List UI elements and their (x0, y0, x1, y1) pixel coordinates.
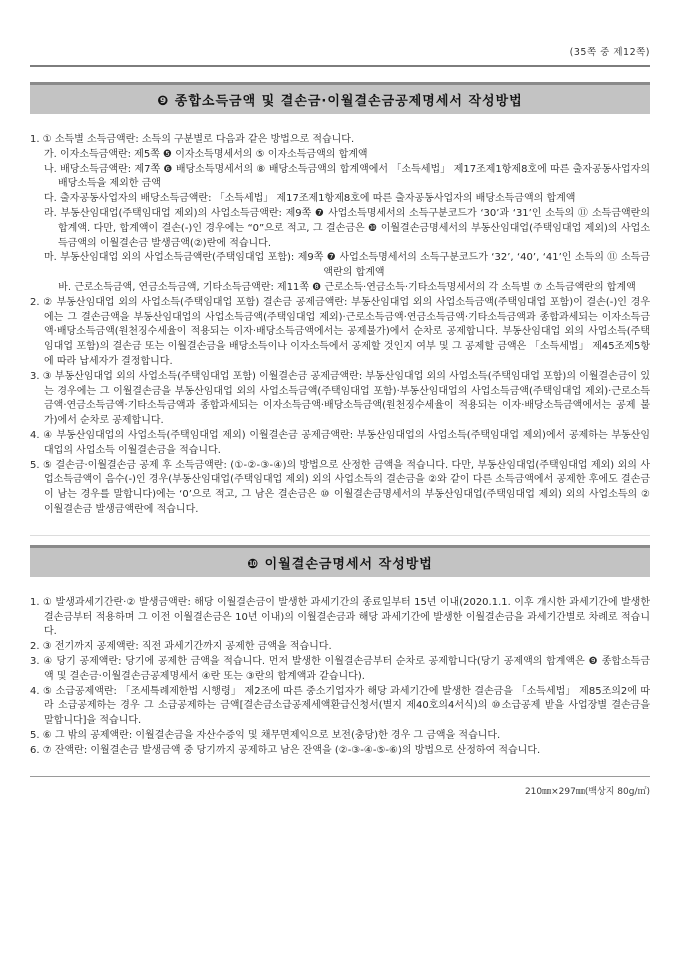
s1-item1-sub-na: 나. 배당소득금액란: 제7쪽 ❻ 배당소득명세서의 ⑧ 배당소득금액의 합계액에서 「소득세법」 제17조제1항제8호에 따른 출자공동사업자의 배당소득을 제외한 금액 (44, 163, 650, 190)
s1-item1-sub-da: 다. 출자공동사업자의 배당소득금액란: 「소득세법」 제17조제1항제8호에 따른 출자공동사업자의 배당소득금액의 합계액 (44, 193, 576, 205)
paper-spec: 210㎜×297㎜(백상지 80g/㎡) (524, 787, 650, 798)
top-divider (30, 65, 650, 67)
s1-item1-sub-ma: 마. 부동산임대업 외의 사업소득금액란(주택임대업 포함): 제9쪽 ❼ 사업소득명세서의 소득구분코드가 ‘32’, ‘40’, ‘41’인 소득의 ⑪ 소득금액란의 합계액 (44, 252, 650, 279)
section1-body (30, 133, 650, 518)
s1-item2: 2. ② 부동산임대업 외의 사업소득(주택임대업 포함) 결손금 공제금액란: 부동산임대업 외의 사업소득금액(주택임대업 포함)이 결손(-)인 경우에는 그 결손금액을 부동산임대업의 사업소득금액(주택임대업 제외)·근로소득금액·연금소득금액·기타소득금액과 종합과세되는 이자소득금액·배당소득금액(원천징수세율이 적용되는 이자·배당소득금액에서는 공제불가)에서 순차로 공제합니다. 부동산임대업 외의 사업소득(주택임대업 포함)의 결손금 또는 이월결손금을 배당소득이나 이자소득에서 공제할 것인지 여부 및 그 공제할 금액은 「소득세법」 제45조제5항에 따라 납세자가 결정합니다. (30, 296, 650, 367)
s1-item1-sub-ba: 바. 근로소득금액, 연금소득금액, 기타소득금액란: 제11쪽 ❽ 근로소득·연금소득·기타소득명세서의 각 소득별 ⑦ 소득금액란의 합계액 (58, 281, 636, 293)
section1-header (30, 82, 650, 114)
section1-title: ❾ 종합소득금액 및 결손금·이월결손금공제명세서 작성방법 (157, 94, 523, 109)
s1-item1-lead: 1. ① 소득별 소득금액란: 소득의 구분별로 다음과 같은 방법으로 적습니다. (30, 134, 355, 145)
s2-item6: 6. ⑦ 잔액란: 이월결손금 발생금액 중 당기까지 공제하고 남은 잔액을 (②-③-④-⑤-⑥)의 방법으로 산정하여 적습니다. (30, 744, 541, 756)
s2-item2: 2. ③ 전기까지 공제액란: 직전 과세기간까지 공제한 금액을 적습니다. (30, 641, 332, 653)
s1-item1-sub-ra: 라. 부동산임대업(주택임대업 제외)의 사업소득금액란: 제9쪽 ❼ 사업소득명세서의 소득구분코드가 ‘30’과 ‘31’인 소득의 ⑪ 소득금액란의 합계액. 다만, 합계액이 결손(-)인 경우에는 “0”으로 적고, 그 결손금은 ❿ 이월결손금명세서의 부동산임대업(주택임대업 제외)의 사업소득금액의 이월결손금 발생금액(②)란에 적습니다. (44, 207, 650, 249)
s1-item5: 5. ⑤ 결손금·이월결손금 공제 후 소득금액란: (①-②-③-④)의 방법으로 산정한 금액을 적습니다. 다만, 부동산임대업(주택임대업 제외) 외의 사업소득금액이 음수(-)인 경우(부동산임대업(주택임대업 제외) 외의 사업소득의 결손금을 ②와 같이 다른 소득금액에서 공제한 후에도 결손금이 남는 경우를 말합니다)에는 ‘0’으로 적고, 그 남은 결손금은 ⑩ 이월결손금명세서의 부동산임대업(주택임대업 제외) 외의 사업소득의 ② 이월결손금 발생금액란에 적습니다. (30, 459, 650, 515)
s1-item1-sub-ga: 가. 이자소득금액란: 제5쪽 ❺ 이자소득명세서의 ⑤ 이자소득금액의 합계액 (44, 148, 368, 160)
s2-item4: 4. ⑤ 소급공제액란: 「조세특례제한법 시행령」 제2조에 따른 중소기업자가 해당 과세기간에 발생한 결손금을 「소득세법」 제85조의2에 따라 소급공제하는 경우 그 소급공제하는 금액[결손금소급공제세액환급신청서(별지 제40호의4서식)의 ⑩소급공제 받을 사업장별 결손금을 말합니다]을 적습니다. (30, 685, 650, 727)
s1-item4: 4. ④ 부동산임대업의 사업소득(주택임대업 제외) 이월결손금 공제금액란: 부동산임대업의 사업소득(주택임대업 제외)에서 공제하는 부동산임대업의 사업소득 이월결손금을 적습니다. (30, 429, 650, 456)
section2-title: ❿ 이월결손금명세서 작성방법 (247, 556, 433, 572)
footer-divider (30, 776, 650, 777)
s2-item3: 3. ④ 당기 공제액란: 당기에 공제한 금액을 적습니다. 먼저 발생한 이월결손금부터 순차로 공제합니다(당기 공제액의 합계액은 ❾ 종합소득금액 및 결손금·이월결손금공제명세서 ④란 또는 ③란의 합계액과 같습니다). (30, 655, 650, 682)
section2-pre-divider (30, 535, 650, 536)
section2-body (30, 596, 650, 759)
s2-item5: 5. ⑥ 그 밖의 공제액란: 이월결손금을 자산수증익 및 채무면제익으로 보전(충당)한 경우 그 금액을 적습니다. (30, 729, 501, 741)
s2-item1: 1. ① 발생과세기간란·② 발생금액란: 해당 이월결손금이 발생한 과세기간의 종료일부터 15년 이내(2020.1.1. 이후 개시한 과세기간에 발생한 결손금부터 적용하며 그 이전 이월결손금은 10년 이내)의 이월결손금과 해당 과세기간에 발생한 이월결손금을 과세기간별로 차례로 적습니다. (30, 596, 650, 638)
page-number-marker: (35쪽 중 제12쪽) (569, 47, 650, 58)
s1-item3: 3. ③ 부동산임대업 외의 사업소득(주택임대업 포함) 이월결손금 공제금액란: 부동산임대업 외의 사업소득(주택임대업 포함)의 이월결손금이 있는 경우에는 그 이월결손금을 부동산임대업 외의 사업소득금액(주택임대업 포함)·부동산임대업의 사업소득금액(주택임대업 제외)·근로소득금액·연금소득금액·기타소득금액과 종합과세되는 이자소득금액·배당소득금액(원천징수세율이 적용되는 이자·배당소득금액에서는 공제 불가)에서 순차로 공제합니다. (30, 370, 650, 427)
section2-header (30, 545, 650, 577)
